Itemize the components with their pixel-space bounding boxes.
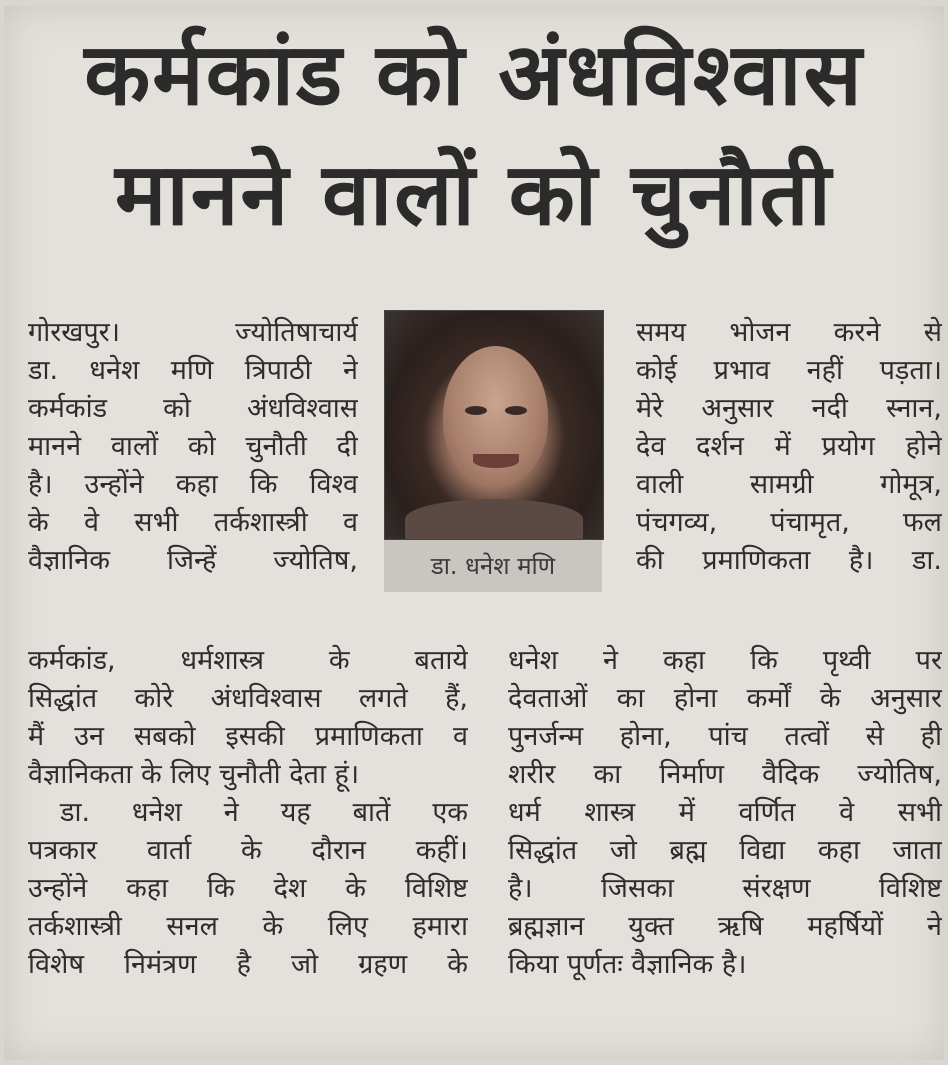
text-line: के वे सभी तर्कशास्त्री व [28,507,358,538]
text-line: पुनर्जन्म होना, पांच तत्वों से ही [508,721,942,752]
text-line: की प्रमाणिकता है। डा. [636,545,942,576]
right-column-bottom [508,642,942,984]
text-line: वैज्ञानिकता के लिए चुनौती देता हूं। [28,759,360,790]
headline-line-2: मानने वालों को चुनौती [115,145,833,245]
text-line: धनेश ने कहा कि पृथ्वी पर [508,645,942,676]
face-graphic [443,346,548,486]
text-line: देव दर्शन में प्रयोग होने [636,431,942,462]
text-line: उन्होंने कहा कि देश के विशिष्ट [28,873,468,904]
text-line: मैं उन सबको इसकी प्रमाणिकता व [28,721,468,752]
text-line: मेरे अनुसार नदी स्नान, [636,393,942,424]
shoulders-graphic [405,499,583,539]
eye-left [465,406,487,415]
text-line: वैज्ञानिक जिन्हें ज्योतिष, [28,545,358,576]
text-line: डा. धनेश ने यह बातें एक [60,797,468,828]
text-line: गोरखपुर। ज्योतिषाचार्य [28,317,358,348]
text-line: कर्मकांड को अंधविश्वास [28,393,358,424]
left-column-bottom [28,642,468,984]
eye-right [505,406,527,415]
mouth-graphic [473,454,519,468]
text-line: है। जिसका संरक्षण विशिष्ट [508,873,942,904]
text-line: सिद्धांत जो ब्रह्म विद्या कहा जाता [508,835,942,866]
portrait-photo [384,310,604,540]
right-column-top [636,314,942,580]
text-line: पत्रकार वार्ता के दौरान कहीं। [28,835,468,866]
text-line: विशेष निमंत्रण है जो ग्रहण के [28,949,468,980]
text-line: देवताओं का होना कर्मों के अनुसार [508,683,942,714]
text-line: तर्कशास्त्री सनल के लिए हमारा [28,911,468,942]
left-column-top [28,314,358,580]
text-line: शरीर का निर्माण वैदिक ज्योतिष, [508,759,942,790]
text-line: पंचगव्य, पंचामृत, फल [636,507,942,538]
text-line: धर्म शास्त्र में वर्णित वे सभी [508,797,942,828]
headline-line-1: कर्मकांड को अंधविश्वास [84,25,864,125]
text-line: कोई प्रभाव नहीं पड़ता। [636,355,942,386]
text-line: मानने वालों को चुनौती दी [28,431,358,462]
text-line: है। उन्होंने कहा कि विश्व [28,469,358,500]
text-line: कर्मकांड, धर्मशास्त्र के बताये [28,645,468,676]
photo-caption: डा. धनेश मणि [384,540,602,592]
text-line: समय भोजन करने से [636,317,942,348]
text-line: ब्रह्मज्ञान युक्त ऋषि महर्षियों ने [508,911,942,942]
text-line: सिद्धांत कोरे अंधविश्वास लगते हैं, [28,683,468,714]
text-line: डा. धनेश मणि त्रिपाठी ने [28,355,358,386]
text-line: किया पूर्णतः वैज्ञानिक है। [508,949,747,980]
text-line: वाली सामग्री गोमूत्र, [636,469,942,500]
